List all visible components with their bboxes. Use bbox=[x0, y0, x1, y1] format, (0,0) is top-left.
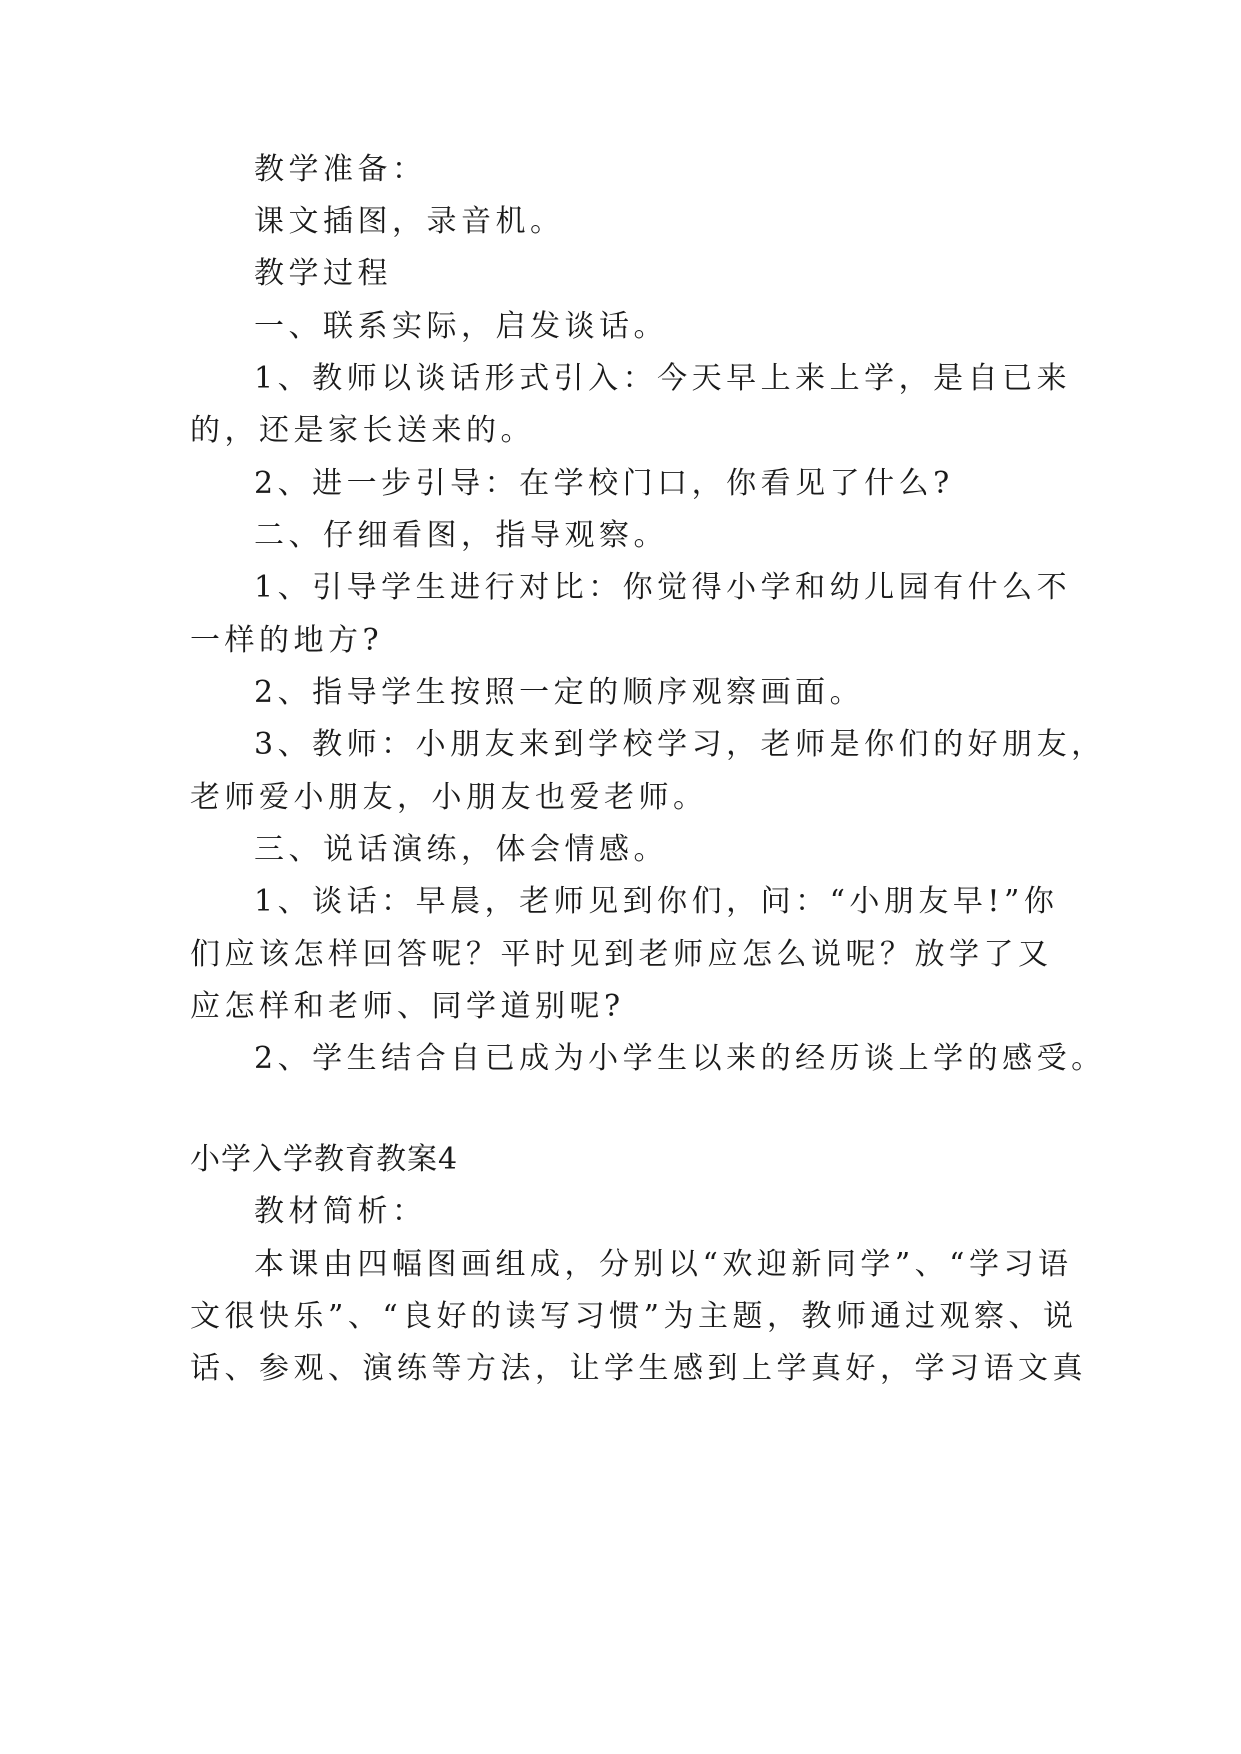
section-label-preparation: 教学准备： bbox=[254, 152, 427, 187]
paragraph-line: 3、教师：小朋友来到学校学习，老师是你们的好朋友， bbox=[254, 727, 1106, 762]
paragraph-line: 应怎样和老师、同学道别呢? bbox=[190, 989, 625, 1024]
paragraph-line: 1、谈话：早晨，老师见到你们，问：“小朋友早!”你 bbox=[254, 884, 1059, 919]
paragraph-line: 本课由四幅图画组成，分别以“欢迎新同学”、“学习语 bbox=[254, 1247, 1073, 1282]
section-heading-three: 三、说话演练，体会情感。 bbox=[254, 832, 668, 867]
paragraph-line: 们应该怎样回答呢？平时见到老师应怎么说呢？放学了又 bbox=[190, 937, 1053, 972]
section-heading-one: 一、联系实际，启发谈话。 bbox=[254, 309, 668, 344]
paragraph-line: 2、学生结合自已成为小学生以来的经历谈上学的感受。 bbox=[254, 1041, 1106, 1076]
paragraph-line: 话、参观、演练等方法，让学生感到上学真好，学习语文真 bbox=[190, 1351, 1087, 1386]
paragraph-line: 1、教师以谈话形式引入：今天早上来上学，是自已来 bbox=[254, 361, 1072, 396]
section-label-process: 教学过程 bbox=[254, 256, 392, 291]
paragraph-line: 课文插图，录音机。 bbox=[254, 204, 565, 239]
section-heading-two: 二、仔细看图，指导观察。 bbox=[254, 518, 668, 553]
paragraph-line: 文很快乐”、“良好的读写习惯”为主题，教师通过观察、说 bbox=[190, 1299, 1078, 1334]
paragraph-line: 1、引导学生进行对比：你觉得小学和幼儿园有什么不 bbox=[254, 570, 1072, 605]
document-title: 小学入学教育教案4 bbox=[190, 1142, 459, 1177]
paragraph-line: 的，还是家长送来的。 bbox=[190, 413, 535, 448]
paragraph-line: 一样的地方? bbox=[190, 623, 384, 658]
paragraph-line: 2、指导学生按照一定的顺序观察画面。 bbox=[254, 675, 865, 710]
paragraph-line: 2、进一步引导：在学校门口，你看见了什么? bbox=[254, 466, 954, 501]
section-label-analysis: 教材简析： bbox=[254, 1194, 427, 1229]
paragraph-line: 老师爱小朋友，小朋友也爱老师。 bbox=[190, 780, 708, 815]
